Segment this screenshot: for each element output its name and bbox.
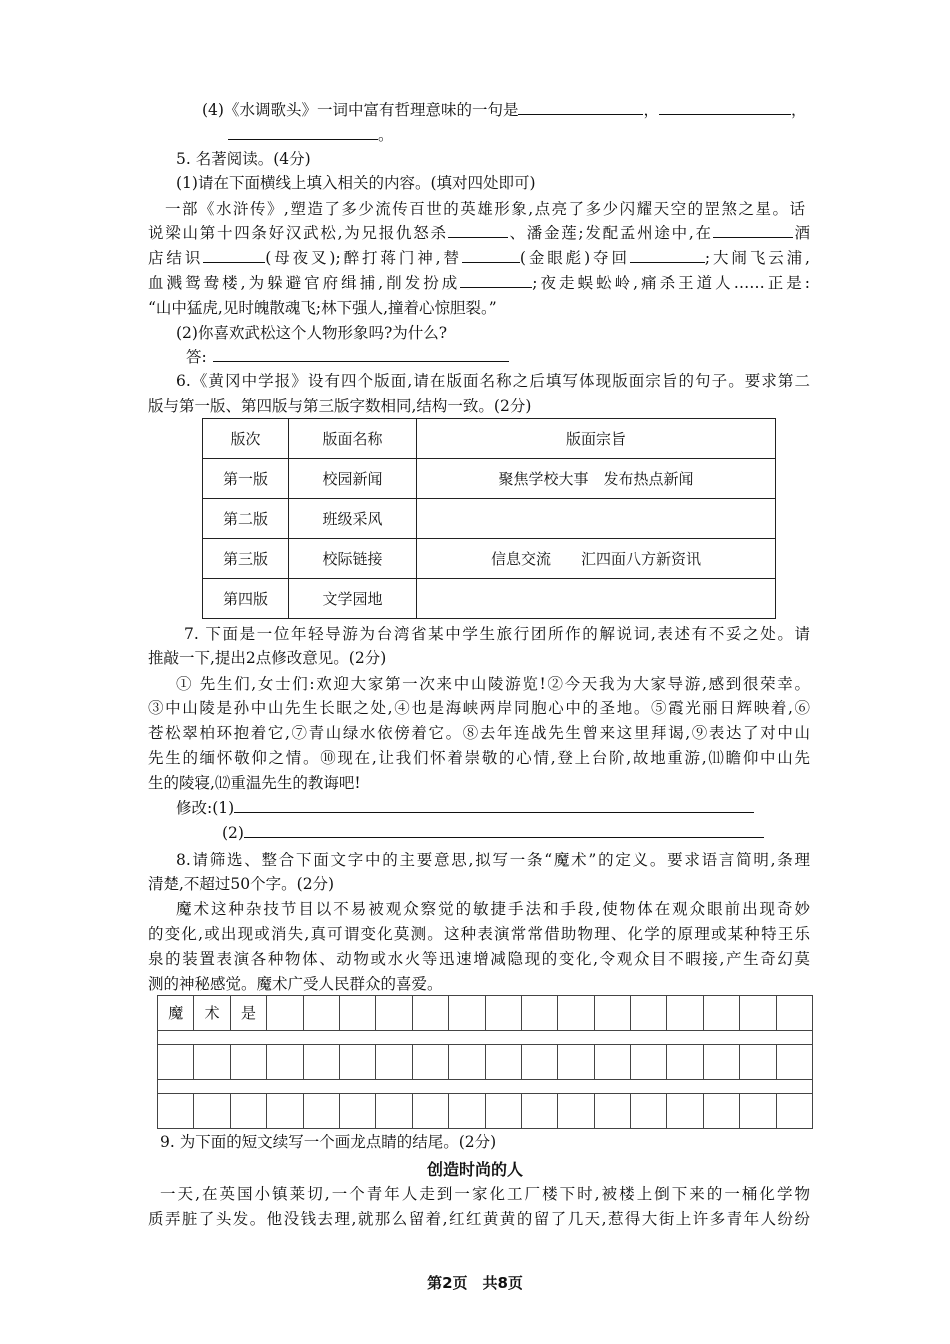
answer-blank[interactable] xyxy=(713,221,793,238)
q5-para: 一部《水浒传》,塑造了多少流传百世的英雄形象,点亮了多少闪耀天空的罡煞之星。话 xyxy=(165,200,805,218)
q5-para: 说梁山第十四条好汉武松,为兄报仇怒杀 、潘金莲;发配孟州途中,在 酒 xyxy=(148,221,810,245)
cell: 信息交流 汇四面八方新资讯 xyxy=(417,539,776,579)
cell: 第三版 xyxy=(203,539,289,579)
grid-cell[interactable] xyxy=(340,996,376,1030)
grid-cell[interactable] xyxy=(267,1094,303,1128)
grid-cell[interactable] xyxy=(777,1045,812,1079)
answer-cell[interactable] xyxy=(417,579,776,619)
table-row xyxy=(203,579,776,619)
answer-blank[interactable] xyxy=(203,246,265,263)
table-header-row xyxy=(203,419,776,459)
writing-grid[interactable] xyxy=(157,995,813,1129)
header-cell: 版面宗旨 xyxy=(417,419,776,459)
newspaper-table xyxy=(202,418,776,619)
grid-cell[interactable] xyxy=(267,1045,303,1079)
q9-para: 质弄脏了头发。他没钱去理,就那么留着,红红黄黄的留了几天,惹得大街上许多青年人纷纷 xyxy=(148,1210,810,1228)
cell: 文学园地 xyxy=(289,579,417,619)
cell: 第四版 xyxy=(203,579,289,619)
q8-para: 测的神秘感觉。魔术广受人民群众的喜爱。 xyxy=(148,975,443,993)
q7-para: ① 先生们,女士们:欢迎大家第一次来中山陵游览!②今天我为大家导游,感到很荣幸。 xyxy=(176,675,810,693)
grid-cell[interactable] xyxy=(231,1094,267,1128)
grid-cell[interactable] xyxy=(486,1045,522,1079)
grid-cell[interactable] xyxy=(340,1045,376,1079)
grid-cell[interactable] xyxy=(194,1094,230,1128)
q4-prompt-cont: 。 xyxy=(228,123,890,147)
story-title: 创造时尚的人 xyxy=(426,1160,523,1179)
answer-blank[interactable] xyxy=(460,271,532,288)
grid-cell[interactable] xyxy=(449,1094,485,1128)
q5-title: 5. 名著阅读。(4分) xyxy=(176,150,311,168)
grid-cell[interactable] xyxy=(667,996,703,1030)
answer-blank[interactable] xyxy=(518,98,643,115)
grid-cell[interactable] xyxy=(631,1094,667,1128)
grid-cell[interactable] xyxy=(704,1094,740,1128)
cell: 校园新闻 xyxy=(289,459,417,499)
q7-para: 苍松翠柏环抱着它,⑦青山绿水依傍着它。⑧去年连战先生曾来这里拜谒,⑨表达了对中山 xyxy=(148,724,810,742)
answer-blank[interactable] xyxy=(213,345,509,362)
cell: 聚焦学校大事 发布热点新闻 xyxy=(417,459,776,499)
q7-fix-2: (2) xyxy=(222,821,884,845)
answer-blank[interactable] xyxy=(462,246,520,263)
grid-cell[interactable] xyxy=(449,1045,485,1079)
grid-cell[interactable] xyxy=(631,1045,667,1079)
q5-sub1: (1)请在下面横线上填入相关的内容。(填对四处即可) xyxy=(176,174,536,192)
grid-cell[interactable] xyxy=(595,1045,631,1079)
grid-row xyxy=(157,995,813,1031)
grid-cell[interactable] xyxy=(231,1045,267,1079)
grid-row xyxy=(157,1093,813,1129)
grid-cell[interactable] xyxy=(740,996,776,1030)
q8-line: 清楚,不超过50个字。(2分) xyxy=(148,875,335,893)
grid-cell[interactable] xyxy=(558,996,594,1030)
grid-cell[interactable] xyxy=(304,1045,340,1079)
grid-cell[interactable] xyxy=(158,1045,194,1079)
q4-prompt: (4)《水调歌头》一词中富有哲理意味的一句是 ， ， xyxy=(202,98,814,122)
q5-para: 血溅鸳鸯楼,为躲避官府缉捕,削发扮成 ;夜走蜈蚣岭,痛杀王道人……正是: xyxy=(148,271,810,295)
grid-cell[interactable] xyxy=(667,1094,703,1128)
table-row xyxy=(203,499,776,539)
q5-para: 店结识 (母夜叉);醉打蒋门神,替 (金眼彪)夺回 ;大闹飞云浦, xyxy=(148,246,810,270)
grid-cell[interactable]: 魔 xyxy=(158,996,194,1030)
grid-cell[interactable] xyxy=(667,1045,703,1079)
q8-para: 泉的装置表演各种物体、动物或水火等迅速增减隐现的变化,令观众目不暇接,产生奇幻莫 xyxy=(148,950,810,968)
cell: 校际链接 xyxy=(289,539,417,579)
grid-cell[interactable]: 是 xyxy=(231,996,267,1030)
grid-cell[interactable] xyxy=(595,1094,631,1128)
answer-blank[interactable] xyxy=(228,123,378,140)
grid-cell[interactable] xyxy=(304,1094,340,1128)
grid-cell[interactable] xyxy=(558,1045,594,1079)
grid-cell[interactable] xyxy=(522,996,558,1030)
grid-cell[interactable] xyxy=(413,1094,449,1128)
page-footer: 第2页 共8页 xyxy=(427,1274,523,1292)
grid-cell[interactable] xyxy=(267,996,303,1030)
cell: 第二版 xyxy=(203,499,289,539)
grid-cell[interactable] xyxy=(704,1045,740,1079)
q6-line: 版与第一版、第四版与第三版字数相同,结构一致。(2分) xyxy=(148,397,532,415)
q5-answer: 答: xyxy=(186,345,848,369)
q7-line: 7. 下面是一位年轻导游为台湾省某中学生旅行团所作的解说词,表述有不妥之处。请 xyxy=(184,625,810,643)
grid-cell[interactable]: 术 xyxy=(194,996,230,1030)
grid-cell[interactable] xyxy=(777,996,812,1030)
q7-fix-1: 修改:(1) xyxy=(176,796,838,820)
cell: 第一版 xyxy=(203,459,289,499)
answer-blank[interactable] xyxy=(244,821,764,838)
grid-cell[interactable] xyxy=(558,1094,594,1128)
answer-cell[interactable] xyxy=(417,499,776,539)
cell: 班级采风 xyxy=(289,499,417,539)
q8-line: 8.请筛选、整合下面文字中的主要意思,拟写一条“魔术”的定义。要求语言简明,条理 xyxy=(176,851,810,869)
grid-cell[interactable] xyxy=(486,996,522,1030)
grid-cell[interactable] xyxy=(740,1094,776,1128)
grid-cell[interactable] xyxy=(522,1094,558,1128)
q7-line: 推敲一下,提出2点修改意见。(2分) xyxy=(148,649,387,667)
q8-para: 魔术这种杂技节目以不易被观众察觉的敏捷手法和手段,使物体在观众眼前出现奇妙 xyxy=(176,900,810,918)
q7-para: 先生的缅怀敬仰之情。⑩现在,让我们怀着崇敬的心情,登上台阶,故地重游,⑾瞻仰中山先 xyxy=(148,749,810,767)
grid-cell[interactable] xyxy=(413,996,449,1030)
grid-cell[interactable] xyxy=(486,1094,522,1128)
grid-cell[interactable] xyxy=(449,996,485,1030)
q5-quote: “山中猛虎,见时魄散魂飞;林下强人,撞着心惊胆裂。” xyxy=(148,299,497,317)
grid-cell[interactable] xyxy=(158,1094,194,1128)
table-row xyxy=(203,459,776,499)
grid-cell[interactable] xyxy=(413,1045,449,1079)
answer-blank[interactable] xyxy=(630,246,705,263)
header-cell: 版面名称 xyxy=(289,419,417,459)
answer-blank[interactable] xyxy=(659,98,791,115)
grid-gap xyxy=(157,1080,813,1093)
header-cell: 版次 xyxy=(203,419,289,459)
grid-cell[interactable] xyxy=(631,996,667,1030)
q6-line: 6.《黄冈中学报》设有四个版面,请在版面名称之后填写体现版面宗旨的句子。要求第二 xyxy=(176,372,810,390)
grid-cell[interactable] xyxy=(376,1045,412,1079)
answer-blank[interactable] xyxy=(448,221,508,238)
q9-line: 9. 为下面的短文续写一个画龙点睛的结尾。(2分) xyxy=(160,1133,497,1151)
grid-cell[interactable] xyxy=(304,996,340,1030)
grid-cell[interactable] xyxy=(595,996,631,1030)
answer-blank[interactable] xyxy=(234,796,754,813)
grid-cell[interactable] xyxy=(376,1094,412,1128)
grid-cell[interactable] xyxy=(340,1094,376,1128)
grid-row xyxy=(157,1044,813,1080)
q5-sub2: (2)你喜欢武松这个人物形象吗?为什么? xyxy=(176,324,448,342)
q9-para: 一天,在英国小镇莱切,一个青年人走到一家化工厂楼下时,被楼上倒下来的一桶化学物 xyxy=(160,1185,810,1203)
table-row xyxy=(203,539,776,579)
q7-para: ③中山陵是孙中山先生长眠之处,④也是海峡两岸同胞心中的圣地。⑤霞光丽日辉映着,⑥ xyxy=(148,699,810,717)
q7-para: 生的陵寝,⑿重温先生的教诲吧! xyxy=(148,774,361,792)
grid-cell[interactable] xyxy=(704,996,740,1030)
grid-gap xyxy=(157,1031,813,1044)
grid-cell[interactable] xyxy=(777,1094,812,1128)
grid-cell[interactable] xyxy=(522,1045,558,1079)
grid-cell[interactable] xyxy=(194,1045,230,1079)
grid-cell[interactable] xyxy=(740,1045,776,1079)
grid-cell[interactable] xyxy=(376,996,412,1030)
q8-para: 的变化,或出现或消失,真可谓变化莫测。这种表演常常借助物理、化学的原理或某种特王乐 xyxy=(148,925,810,943)
